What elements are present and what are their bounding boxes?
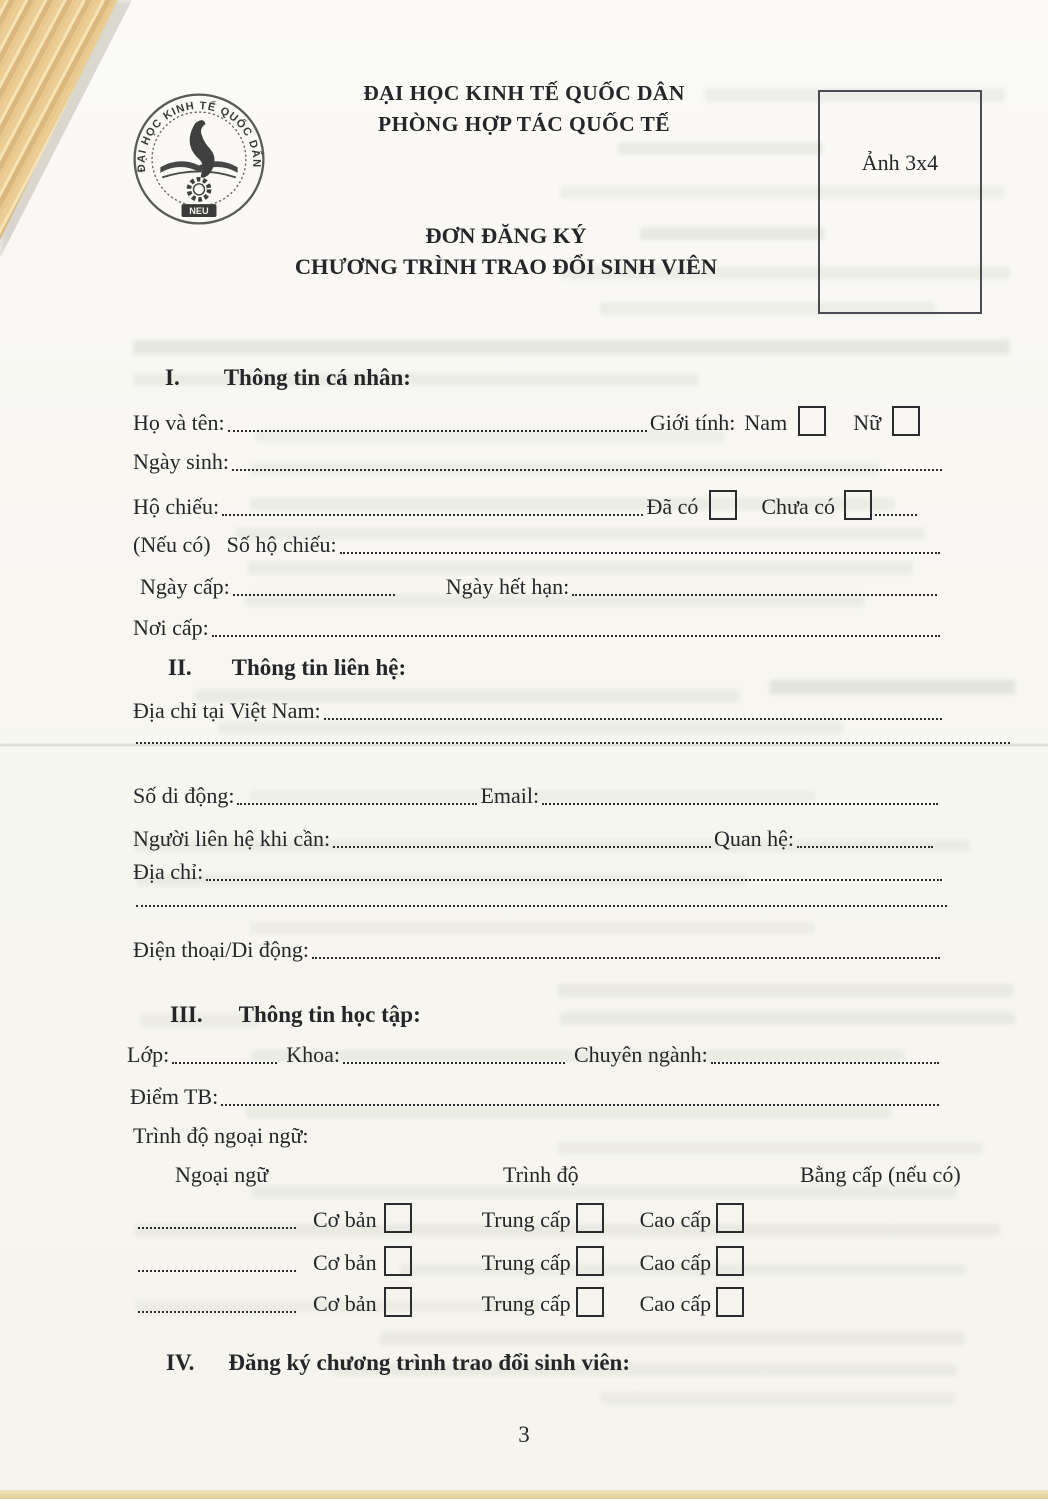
continuation-line — [133, 901, 950, 912]
language-row — [135, 1203, 744, 1234]
field-label-diem-tb: Điểm TB: — [130, 1084, 219, 1109]
dotted-input-line — [206, 875, 942, 881]
dotted-input-line — [232, 465, 942, 471]
field-row-dien-thoai — [133, 936, 943, 964]
photo-box — [818, 90, 982, 314]
bleed-through-artifact — [250, 922, 815, 934]
field-label-khoa: Khoa: — [286, 1042, 340, 1067]
field-row-ngay-cap — [140, 573, 940, 601]
section-numeral: III. — [170, 1002, 203, 1027]
svg-text:NEU: NEU — [189, 206, 209, 217]
section-title: Đăng ký chương trình trao đổi sinh viên: — [228, 1350, 630, 1375]
bleed-through-artifact — [770, 680, 1015, 694]
continuation-line — [133, 738, 1013, 749]
dotted-input-line — [136, 901, 947, 907]
photo-box-label: Ảnh 3x4 — [861, 150, 939, 175]
field-label-so-di-dong: Số di động: — [133, 783, 235, 808]
level-label-trung-cap: Trung cấp — [481, 1207, 571, 1232]
language-row — [135, 1287, 744, 1318]
dotted-input-line — [233, 590, 395, 596]
university-name: ĐẠI HỌC KINH TẾ QUỐC DÂN — [363, 81, 685, 105]
level-label-co-ban: Cơ bản — [313, 1250, 377, 1275]
field-row-ho-chieu — [133, 490, 920, 521]
level-label-trung-cap: Trung cấp — [481, 1291, 571, 1316]
bleed-through-artifact — [558, 1142, 983, 1154]
field-label-neu-co: (Nếu có) — [133, 532, 211, 557]
dotted-input-line — [237, 799, 477, 805]
field-row-lop-khoa-nganh — [127, 1041, 942, 1069]
dotted-input-line — [221, 1100, 939, 1106]
field-row-diem-tb — [130, 1083, 942, 1111]
field-row-trinh-do — [133, 1122, 309, 1150]
option-label-nam: Nam — [744, 410, 788, 435]
field-label-chuyen-nganh: Chuyên ngành: — [573, 1042, 708, 1067]
svg-text:ĐẠI HỌC KINH TẾ QUỐC DÂN: ĐẠI HỌC KINH TẾ QUỐC DÂN — [135, 99, 263, 173]
field-row-dia-chi — [133, 858, 945, 886]
field-row-ngay-sinh — [133, 448, 945, 476]
checkbox-cao-cap — [716, 1287, 744, 1317]
dotted-input-line — [875, 510, 917, 516]
bleed-through-artifact — [560, 1012, 1015, 1025]
language-row — [135, 1246, 744, 1277]
checkbox-co-ban — [384, 1287, 412, 1317]
field-label-dia-chi: Địa chỉ: — [133, 859, 204, 884]
bleed-through-artifact — [618, 142, 823, 155]
dotted-input-line — [212, 631, 940, 637]
level-label-co-ban: Cơ bản — [313, 1291, 377, 1316]
neu-logo — [130, 90, 268, 233]
section-numeral: I. — [165, 365, 180, 390]
option-label-da-co: Đã có — [646, 494, 699, 519]
bleed-through-artifact — [380, 1332, 965, 1345]
field-row-ho-va-ten — [133, 406, 920, 437]
column-header-ngoai-ngu: Ngoại ngữ — [175, 1162, 269, 1187]
option-label-nu: Nữ — [853, 410, 881, 435]
section-numeral: II. — [168, 655, 192, 680]
checkbox-trung-cap — [576, 1203, 604, 1233]
section-title: Thông tin học tập: — [238, 1002, 421, 1027]
dotted-input-line — [340, 548, 940, 554]
dotted-input-line — [797, 842, 933, 848]
field-row-noi-cap — [133, 614, 943, 642]
dotted-input-line — [572, 590, 937, 596]
level-label-cao-cap: Cao cấp — [639, 1250, 712, 1275]
level-label-cao-cap: Cao cấp — [639, 1207, 712, 1232]
dotted-input-line — [324, 714, 942, 720]
field-label-lop: Lớp: — [127, 1042, 170, 1067]
dotted-input-line — [542, 799, 938, 805]
dotted-input-line — [172, 1058, 277, 1064]
field-label-dien-thoai: Điện thoại/Di động: — [133, 937, 309, 962]
dotted-input-line — [138, 1266, 296, 1272]
dotted-input-line — [711, 1058, 939, 1064]
level-label-cao-cap: Cao cấp — [639, 1291, 712, 1316]
checkbox-nam — [798, 406, 826, 436]
form-title-line2: CHƯƠNG TRÌNH TRAO ĐỔI SINH VIÊN — [294, 254, 718, 279]
section-2-heading — [168, 653, 406, 683]
dotted-input-line — [333, 842, 711, 848]
wooden-desk-bottom-edge — [0, 1490, 1048, 1499]
page-number: 3 — [518, 1422, 530, 1447]
level-label-trung-cap: Trung cấp — [481, 1250, 571, 1275]
field-label-noi-cap: Nơi cấp: — [133, 615, 209, 640]
dotted-input-line — [228, 426, 647, 432]
section-title: Thông tin liên hệ: — [231, 655, 407, 680]
field-label-nguoi-lien-he: Người liên hệ khi cần: — [133, 826, 331, 851]
field-label-ho-chieu: Hộ chiếu: — [133, 494, 220, 519]
department-name: PHÒNG HỢP TÁC QUỐC TẾ — [378, 112, 670, 136]
section-numeral: IV. — [166, 1350, 195, 1375]
dotted-input-line — [138, 1223, 296, 1229]
field-label-ngay-cap: Ngày cấp: — [140, 574, 230, 599]
section-1-heading — [165, 363, 411, 393]
dotted-input-line — [222, 510, 643, 516]
checkbox-nu — [892, 406, 920, 436]
field-label-ngay-het-han: Ngày hết hạn: — [445, 574, 570, 599]
field-label-email: Email: — [480, 783, 540, 808]
field-label-trinh-do-ngoai-ngu: Trình độ ngoại ngữ: — [133, 1123, 309, 1148]
field-label-so-ho-chieu: Số hộ chiếu: — [226, 532, 337, 557]
option-label-chua-co: Chưa có — [761, 494, 835, 519]
column-header-trinh-do: Trình độ — [503, 1162, 579, 1187]
dotted-input-line — [136, 738, 1010, 744]
neu-logo-icon — [130, 90, 268, 228]
checkbox-cao-cap — [716, 1203, 744, 1233]
level-label-co-ban: Cơ bản — [313, 1207, 377, 1232]
bleed-through-artifact — [558, 984, 1013, 997]
field-row-dia-chi-vn — [133, 697, 945, 725]
field-label-ngay-sinh: Ngày sinh: — [133, 449, 229, 474]
field-label-ho-va-ten: Họ và tên: — [133, 410, 225, 435]
checkbox-co-ban — [384, 1203, 412, 1233]
checkbox-chua-co — [844, 490, 872, 520]
column-header-bang-cap: Bằng cấp (nếu có) — [800, 1162, 961, 1187]
checkbox-da-co — [709, 490, 737, 520]
dotted-input-line — [138, 1307, 296, 1313]
field-label-quan-he: Quan hệ: — [713, 826, 794, 851]
form-title-line1: ĐƠN ĐĂNG KÝ — [425, 223, 587, 248]
field-row-so-ho-chieu — [133, 531, 943, 559]
checkbox-cao-cap — [716, 1246, 744, 1276]
section-3-heading — [170, 1000, 421, 1030]
section-title: Thông tin cá nhân: — [223, 365, 411, 390]
dotted-input-line — [343, 1058, 565, 1064]
field-label-gioi-tinh: Giới tính: — [649, 410, 736, 435]
checkbox-trung-cap — [576, 1287, 604, 1317]
bleed-through-artifact — [600, 1392, 955, 1404]
field-label-dia-chi-vn: Địa chỉ tại Việt Nam: — [133, 698, 321, 723]
checkbox-trung-cap — [576, 1246, 604, 1276]
checkbox-co-ban — [384, 1246, 412, 1276]
field-row-so-di-dong — [133, 782, 941, 810]
field-row-nguoi-lien-he — [133, 825, 936, 853]
section-4-heading — [166, 1348, 630, 1378]
bleed-through-artifact — [133, 340, 1010, 355]
dotted-input-line — [312, 953, 940, 959]
